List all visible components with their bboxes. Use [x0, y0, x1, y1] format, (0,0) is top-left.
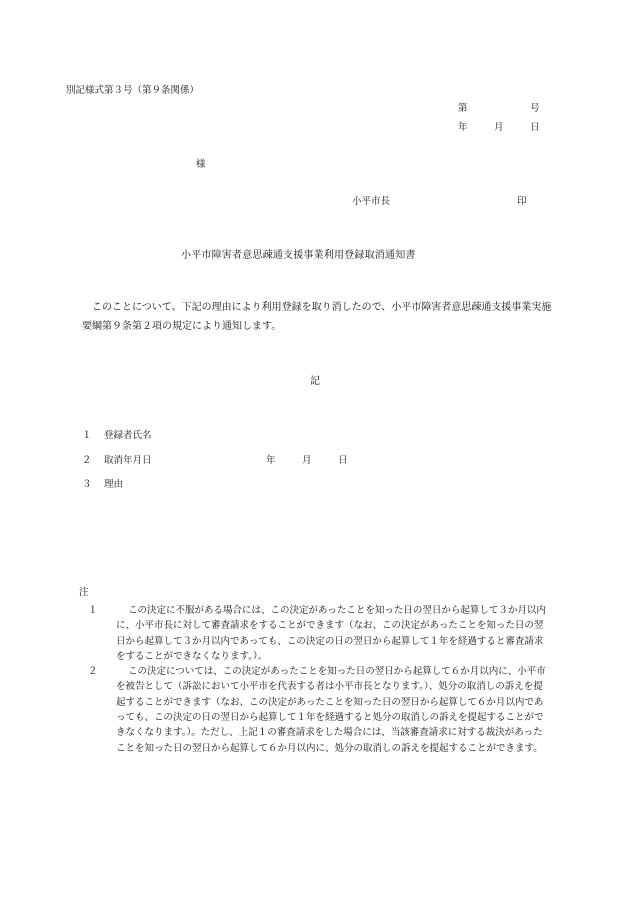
note-2-text: この決定については、この決定があったことを知った日の翌日から起算して６か月以内に、小平市を被告として（訴訟において小平市を代表する者は小平市長となります。）、処分の取消しの訴えを提起することができます（なお、この決定があったことを知った日の翌日から起算して６か月以内であっても、この決定の日の翌日から起算して１年を経過すると処分の取消しの訴えを提起することができなくなります。）。ただし、上記１の審査請求をした場合には、当該審査請求に対する裁決があったことを知った日の翌日から起算して６か月以内に、処分の取消しの訴えを提起することができます。 — [116, 666, 546, 754]
item-2-year: 年 — [266, 455, 276, 466]
date-year: 年 — [458, 122, 468, 133]
item-2-num: ２ — [82, 455, 92, 466]
note-item — [88, 664, 548, 756]
date-day: 日 — [530, 122, 540, 133]
doc-number-go: 号 — [530, 103, 540, 114]
note-1-text: この決定に不服がある場合には、この決定があったことを知った日の翌日から起算して３か月以内に、小平市長に対して審査請求をすることができます（なお、この決定があったことを知った日の翌日から起算して３か月以内であっても、この決定の日の翌日から起算して１年を経過すると審査請求をすることができなくなります。）。 — [116, 605, 546, 662]
notes-heading: 注 — [79, 587, 89, 598]
form-label: 別記様式第３号（第９条関係） — [66, 85, 200, 96]
note-1-num: １ — [88, 605, 98, 616]
item-2-month: 月 — [302, 455, 312, 466]
note-2-num: ２ — [88, 666, 98, 678]
addressee-suffix: 様 — [196, 159, 206, 170]
item-1-label: 登録者氏名 — [104, 430, 152, 441]
note-item — [88, 603, 548, 664]
item-1-num: １ — [82, 430, 92, 441]
item-3-num: ３ — [82, 479, 92, 490]
item-3-label: 理由 — [104, 479, 124, 490]
ki-heading: 記 — [310, 376, 320, 387]
page-title: 小平市障害者意思疎通支援事業利用登録取消通知書 — [181, 250, 416, 261]
item-2-day: 日 — [338, 455, 348, 466]
sender-name: 小平市長 — [352, 196, 391, 207]
item-2-label: 取消年月日 — [104, 455, 152, 466]
date-month: 月 — [494, 122, 504, 133]
body-paragraph: このことについて、下記の理由により利用登録を取り消したので、小平市障害者意思疎通支援事業実施要綱第９条第２項の規定により通知します。 — [82, 302, 552, 332]
sender-seal: 印 — [517, 196, 527, 207]
doc-number-dai: 第 — [458, 103, 468, 114]
notes-list — [88, 603, 548, 756]
